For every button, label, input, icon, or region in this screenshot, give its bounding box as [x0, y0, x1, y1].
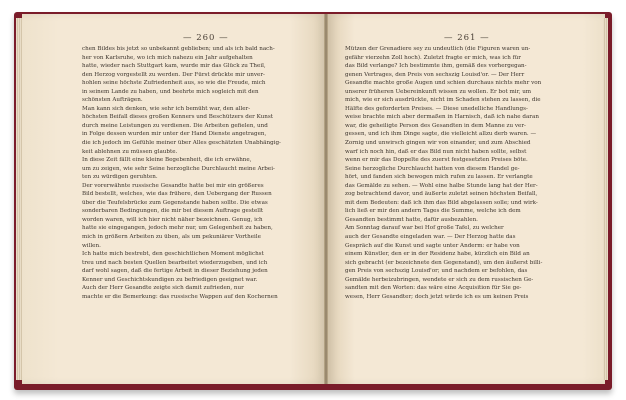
text-line: Ich hatte mich bestrebt, den geschichtlichen Moment möglichst: [82, 251, 264, 258]
text-line: Gespräch auf die Kunst und sagte unter Anderm: er habe von: [345, 242, 520, 249]
text-line: den Herzog vorgestellt zu werden. Der Fürst drückte mir unver-: [82, 71, 265, 78]
text-line: gen Preis von sechszig Louisd'or; und nachdem er befohlen, das: [345, 268, 528, 275]
text-line: Der vorerwähnte russische Gesandte hatte bei mir ein größeres: [82, 182, 264, 189]
text-line: worden waren, will ich hier nicht näher bezeichnen. Genug, ich: [82, 216, 263, 223]
text-line: hatte, wieder nach Stuttgart kam, wurde mir das Glück zu Theil,: [82, 63, 266, 70]
text-line: zog betrachtend davor, und äußerte zuletzt seinen höchsten Beifall,: [345, 191, 538, 198]
text-line: genen Vertrages, den Preis von sechszig Louisd'or. — Der Herr: [345, 71, 525, 78]
text-line: einem Künstler, den er in der Residenz habe, kürzlich ein Bild an: [345, 251, 530, 258]
text-line: Gemälde herbeizubringen, wendete er sich zu dem russischen Ge-: [345, 276, 534, 283]
text-line: Bild bestellt, welches, wie das frühere, den Uebergang der Russen: [82, 191, 272, 198]
text-line: ten zu würdigen geruhten.: [82, 174, 158, 181]
text-line: in Folge dessen wurden mir unter der Hand Dienste angetragen,: [82, 131, 267, 138]
right-page-number: — 261 —: [444, 33, 490, 43]
text-line: her von Karlsruhe, wo ich mich nahezu ein Jahr aufgehalten: [82, 54, 253, 61]
text-line: das Gemälde zu sehen. — Wohl eine halbe Stunde lang hat der Her-: [345, 182, 538, 189]
text-line: darf wohl sagen, daß die fertige Arbeit in dieser Beziehung jeden: [82, 268, 268, 275]
text-line: Seine herzogliche Durchlaucht hatten von diesem Handel ge-: [345, 165, 520, 172]
text-line: machte er die Bemerkung: das russische Wappen auf den Kochernen: [82, 293, 278, 300]
text-line: die ich jedoch im Gefühle meiner über Alles geschätzten Unabhängig-: [82, 140, 281, 147]
right-page-text: [345, 45, 567, 301]
text-line: Gesandte machte große Augen und schien durchaus nichts mehr von: [345, 80, 542, 87]
text-line: Auch der Herr Gesandte zeigte sich damit zufrieden, nur: [82, 285, 244, 292]
text-line: war, die geheiligte Person des Gesandten in dem Manne zu ver-: [345, 122, 526, 129]
text-line: chen Bildes bis jetzt so unbekannt geblieben; und als ich bald nach-: [82, 46, 275, 52]
text-line: weise brachte mich aber dermaßen in Harnisch, daß ich nahe daran: [345, 114, 539, 121]
text-line: warf ich noch hin, daß er das Bild nun nicht haben sollte, selbst: [345, 148, 527, 155]
text-line: unserer früheren Uebereinkunft wissen zu wollen. Er bot mir, um: [345, 88, 532, 95]
text-line: sich gebracht (er bezeichnete den Gegenstand), um den äußerst billi-: [345, 259, 543, 266]
text-line: um zu zeigen, wie sehr Seine herzogliche Durchlaucht meine Arbei-: [82, 165, 275, 172]
text-line: sonderbaren Bedingungen, die mir bei diesem Auftrage gestellt: [82, 208, 264, 215]
text-line: wesen, Herr Gesandter; doch jetzt würde ich es um keinen Preis: [345, 293, 529, 300]
text-line: Kenner und Geschichtskundigen zu befriedigen geeignet war.: [82, 276, 258, 283]
text-line: mit dem Bedeuten: daß ich ihm das Bild abgelassen solle; und wirk-: [345, 199, 538, 206]
text-line: mich in größern Arbeiten zu üben, als um pekuniärer Vortheile: [82, 234, 261, 241]
left-page-number: — 260 —: [183, 33, 229, 43]
text-line: lich ließ er mir den andern Tages die Summe, welche ich dem: [345, 208, 521, 215]
text-line: hohlen seine höchste Zufriedenheit aus, so wie die Freude, mich: [82, 80, 266, 87]
text-line: über die Teufelsbrücke zum Gegenstande haben sollte. Die etwas: [82, 199, 268, 206]
text-line: auch der Gesandte eingeladen war. — Der Herzog hatte das: [345, 234, 516, 241]
text-line: hört, und fanden sich bewogen mich rufen zu lassen. Er verlangte: [345, 174, 533, 181]
text-line: Man kann sich denken, wie sehr ich bemüht war, den aller-: [82, 105, 251, 112]
text-line: willen.: [82, 242, 101, 249]
text-line: Hälfte des geforderten Preises. — Diese unedelliche Handlungs-: [345, 105, 528, 112]
right-page-edges: [603, 18, 608, 380]
book-gutter: [324, 14, 328, 384]
text-line: durch meine Leistungen zu verdienen. Die Arbeiten gefielen, und: [82, 122, 268, 129]
text-line: In diese Zeit fällt eine kleine Begebenheit, die ich erwähne,: [82, 157, 252, 164]
text-line: sandten mit den Worten: das wäre eine Acquisition für Sie ge-: [345, 285, 522, 292]
text-line: gefähr vierzehn Zoll hoch). Zuletzt fragte er mich, was ich für: [345, 54, 521, 61]
text-line: das Bild verlange? Ich bestimmte ihm, gemäß des vorhergegan-: [345, 63, 527, 70]
text-line: treu und nach besten Quellen bearbeitet wiederzugeben, und ich: [82, 259, 268, 266]
text-line: Zornig und unwirsch gingen wir von einander, und zum Abschied: [345, 140, 531, 147]
text-line: höchsten Beifall dieses großen Kenners und Beschützers der Kunst: [82, 114, 273, 121]
text-line: wenn er mir das Doppelte des zuerst festgesetzten Preises böte.: [345, 157, 528, 164]
text-line: Gesandten bestimmt hatte, dafür ausbezahlen.: [345, 216, 478, 223]
text-line: in seinem Lande zu haben, und beehrte mich sogleich mit den: [82, 88, 259, 95]
text-line: Mützen der Grenadiere sey zu undeutlich (die Figuren waren un-: [345, 46, 531, 52]
text-line: mich, wie er sich ausdrückte, nicht im Schaden stehen zu lassen, die: [345, 97, 541, 104]
text-line: gessen, und ich ihm Dinge sagte, die vielleicht allzu derb waren. —: [345, 131, 537, 138]
text-line: keit ablehnen zu müssen glaubte.: [82, 148, 178, 155]
text-line: hatte sie eingegangen, jedoch mehr nur, um Gelegenheit zu haben,: [82, 225, 273, 232]
text-line: Am Sonntag darauf war bei Hof große Tafel, zu welcher: [345, 225, 504, 232]
text-line: schönsten Aufträgen.: [82, 97, 143, 104]
left-page-text: [82, 45, 304, 301]
